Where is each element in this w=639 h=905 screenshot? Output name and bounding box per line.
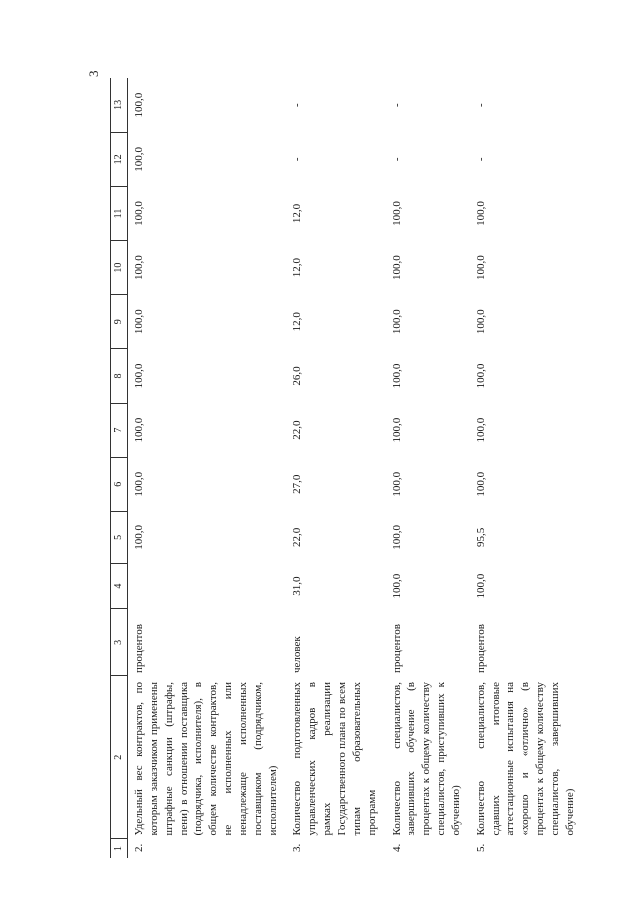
indicator-description: Количество специалистов, сдавших итоговые аттестационные испытания на «хорошо и «отлично» (в процентах к общему количеству специалистов, завершивших обучение)	[474, 682, 576, 836]
value-cell: 100,0	[390, 573, 403, 599]
value-cell: 100,0	[133, 471, 145, 497]
table-row	[286, 78, 385, 858]
header-cell: 12	[111, 132, 128, 186]
value-cell: 100,0	[390, 417, 403, 443]
value-cell: 100,0	[390, 363, 403, 389]
value-cell: 100,0	[390, 524, 403, 550]
value-cell: -	[291, 103, 304, 107]
value-cell: 12,0	[291, 258, 304, 278]
unit-cell: процентов	[390, 624, 403, 673]
value-cell: 100,0	[390, 471, 403, 497]
row-number: 4.	[390, 843, 403, 852]
value-cell: 100,0	[474, 573, 487, 599]
value-cell: 100,0	[133, 146, 145, 172]
indicator-description: Количество специалистов, завершивших обучение (в процентах к общему количеству специалистов, приступивших к обучению)	[390, 682, 462, 836]
table-row	[386, 78, 470, 858]
table-row	[470, 78, 584, 858]
unit-cell: процентов	[133, 624, 145, 673]
value-cell: 100,0	[133, 255, 145, 281]
header-cell: 1	[111, 839, 128, 859]
value-cell: 100,0	[390, 201, 403, 226]
header-cell: 11	[111, 186, 128, 240]
value-cell: 95,5	[474, 527, 487, 547]
value-cell: -	[390, 157, 403, 162]
header-cell: 2	[111, 676, 128, 839]
header-cell: 6	[111, 457, 128, 511]
row-number: 3.	[291, 843, 304, 852]
value-cell: 100,0	[390, 309, 403, 335]
value-cell: 100,0	[390, 255, 403, 281]
value-cell: 100,0	[133, 363, 145, 389]
indicators-table	[110, 78, 584, 858]
header-cell: 8	[111, 349, 128, 403]
value-cell: 26,0	[291, 366, 304, 386]
value-cell: 31,0	[291, 576, 304, 596]
header-row	[111, 78, 128, 858]
row-number: 5.	[474, 843, 487, 852]
value-cell: 100,0	[133, 92, 145, 118]
value-cell: 100,0	[474, 471, 487, 497]
rotated-table-sheet	[110, 78, 582, 858]
indicator-description: Удельный вес контрактов, по которым заказчиком применены штрафные санкции (штрафы, пени) в отношении поставщика (подрядчика, исполнителя), в общем количестве контрактов, не исполненных или ненадлежаще исполненных поставщиком (подрядчиком, исполнителем)	[133, 682, 279, 836]
value-cell: 22,0	[291, 420, 304, 440]
value-cell: -	[291, 157, 304, 162]
value-cell: 100,0	[133, 201, 145, 226]
header-cell: 9	[111, 295, 128, 349]
value-cell: 100,0	[474, 363, 487, 389]
header-cell: 7	[111, 403, 128, 457]
indicator-description: Количество подготовленных управленческих кадров в рамках реализации Государственного плана по всем типам образовательных программ	[291, 682, 378, 836]
header-cell: 13	[111, 78, 128, 132]
page-number: 3	[86, 70, 101, 77]
header-cell: 5	[111, 511, 128, 563]
value-cell: -	[474, 103, 487, 107]
value-cell: 100,0	[474, 255, 487, 281]
value-cell: 100,0	[133, 524, 145, 550]
value-cell: -	[474, 157, 487, 162]
row-number: 2.	[133, 843, 145, 852]
table-row	[128, 78, 287, 858]
unit-cell: человек	[291, 636, 304, 673]
value-cell	[128, 563, 287, 609]
value-cell: 100,0	[474, 309, 487, 335]
value-cell: 27,0	[291, 474, 304, 494]
value-cell: 100,0	[474, 201, 487, 226]
header-cell: 4	[111, 563, 128, 609]
value-cell: 100,0	[133, 417, 145, 443]
header-cell: 10	[111, 241, 128, 295]
value-cell: -	[390, 103, 403, 107]
value-cell: 12,0	[291, 203, 304, 224]
value-cell: 22,0	[291, 527, 304, 547]
unit-cell: процентов	[474, 624, 487, 673]
value-cell: 100,0	[133, 309, 145, 335]
value-cell: 12,0	[291, 312, 304, 332]
value-cell: 100,0	[474, 417, 487, 443]
header-cell: 3	[111, 609, 128, 676]
